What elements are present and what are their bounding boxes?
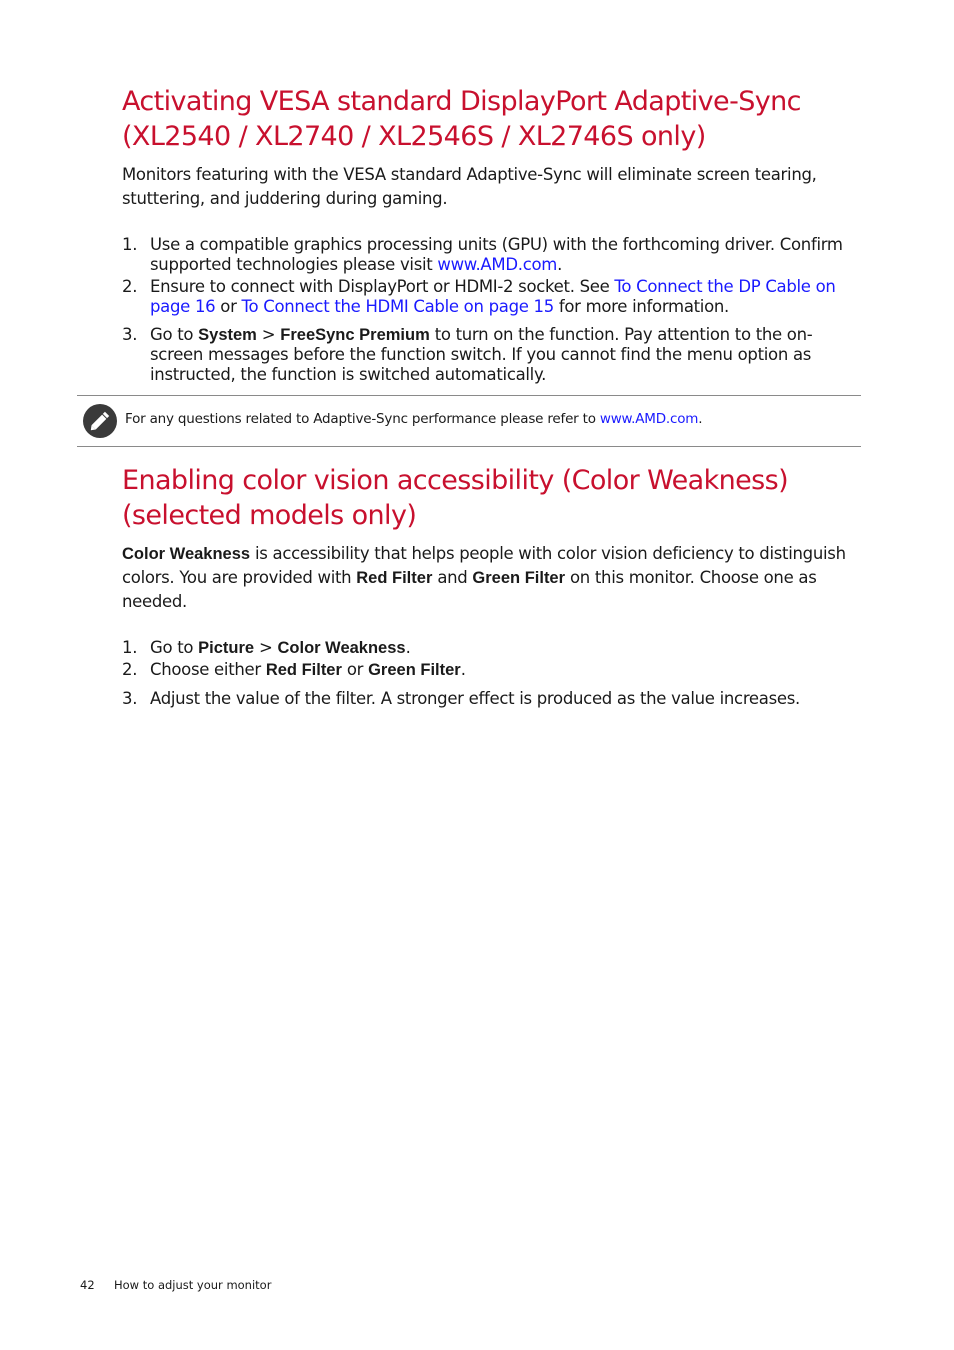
list-item	[122, 660, 857, 680]
list-item	[122, 277, 857, 317]
step-text: Go to	[150, 638, 199, 657]
note-box	[77, 395, 861, 447]
step-number: 3.	[122, 689, 138, 708]
term-color-weakness: Color Weakness	[122, 545, 251, 563]
term-red-filter: Red Filter	[356, 569, 433, 587]
intro-text: is accessibility that helps people with color vision deficiency to distinguish colors. You are provided with	[122, 544, 846, 587]
step-number: 2.	[122, 277, 138, 296]
step-number: 1.	[122, 235, 138, 254]
menu-picture: Picture	[198, 639, 255, 657]
note-end: .	[698, 411, 703, 427]
amd-link[interactable]: www.AMD.com	[437, 255, 558, 274]
step-text: for more information.	[553, 297, 729, 316]
footer-section: How to adjust your monitor	[114, 1278, 272, 1292]
step-text: Choose either	[150, 660, 266, 679]
step-text: .	[405, 638, 411, 657]
color-weakness-intro	[122, 542, 852, 614]
pencil-icon	[83, 404, 117, 438]
step-text: or	[215, 297, 242, 316]
intro-text: on this monitor. Choose one as needed.	[122, 568, 817, 611]
note-text	[125, 410, 702, 428]
list-item	[122, 638, 857, 658]
step-text: .	[460, 660, 466, 679]
dp-cable-link[interactable]: To Connect the DP Cable on page 16	[150, 277, 836, 316]
adaptive-sync-intro: Monitors featuring with the VESA standard Adaptive-Sync will eliminate screen tearing, stuttering, and juddering during gaming.	[122, 165, 817, 208]
option-red-filter: Red Filter	[265, 661, 342, 679]
term-green-filter: Green Filter	[472, 569, 566, 587]
color-weakness-steps	[122, 638, 857, 709]
note-body: For any questions related to Adaptive-Sync performance please refer to	[125, 411, 600, 427]
step-number: 3.	[122, 325, 138, 344]
list-item	[122, 325, 857, 385]
step-number: 1.	[122, 638, 138, 657]
step-text: >	[256, 325, 281, 344]
adaptive-sync-steps	[122, 235, 857, 385]
step-text: to turn on the function. Pay attention to the on-screen messages before the function switch. If you cannot find the menu option as instructed, the function is switched automatically.	[150, 325, 813, 384]
menu-color-weakness: Color Weakness	[277, 639, 406, 657]
section-title-adaptive-sync: Activating VESA standard DisplayPort Adaptive-Sync (XL2540 / XL2740 / XL2546S / XL2746S only)	[122, 86, 801, 152]
intro-text: and	[432, 568, 473, 587]
step-text: >	[254, 638, 278, 657]
step-text: .	[557, 255, 563, 274]
step-text: Use a compatible graphics processing units (GPU) with the forthcoming driver. Confirm supported technologies please visit	[150, 235, 843, 274]
step-number: 2.	[122, 660, 138, 679]
menu-freesync-premium: FreeSync Premium	[280, 326, 430, 344]
menu-system: System	[198, 326, 257, 344]
hdmi-cable-link[interactable]: To Connect the HDMI Cable on page 15	[241, 297, 554, 316]
page-number: 42	[80, 1278, 95, 1292]
list-item	[122, 689, 857, 709]
list-item	[122, 235, 857, 275]
step-text: Ensure to connect with DisplayPort or HDMI-2 socket. See	[150, 277, 615, 296]
step-text: Adjust the value of the filter. A stronger effect is produced as the value increases.	[150, 689, 800, 708]
step-text: Go to	[150, 325, 199, 344]
step-text: or	[341, 660, 369, 679]
amd-link[interactable]: www.AMD.com	[599, 411, 699, 427]
option-green-filter: Green Filter	[368, 661, 461, 679]
section-title-color-weakness: Enabling color vision accessibility (Color Weakness) (selected models only)	[122, 465, 789, 531]
